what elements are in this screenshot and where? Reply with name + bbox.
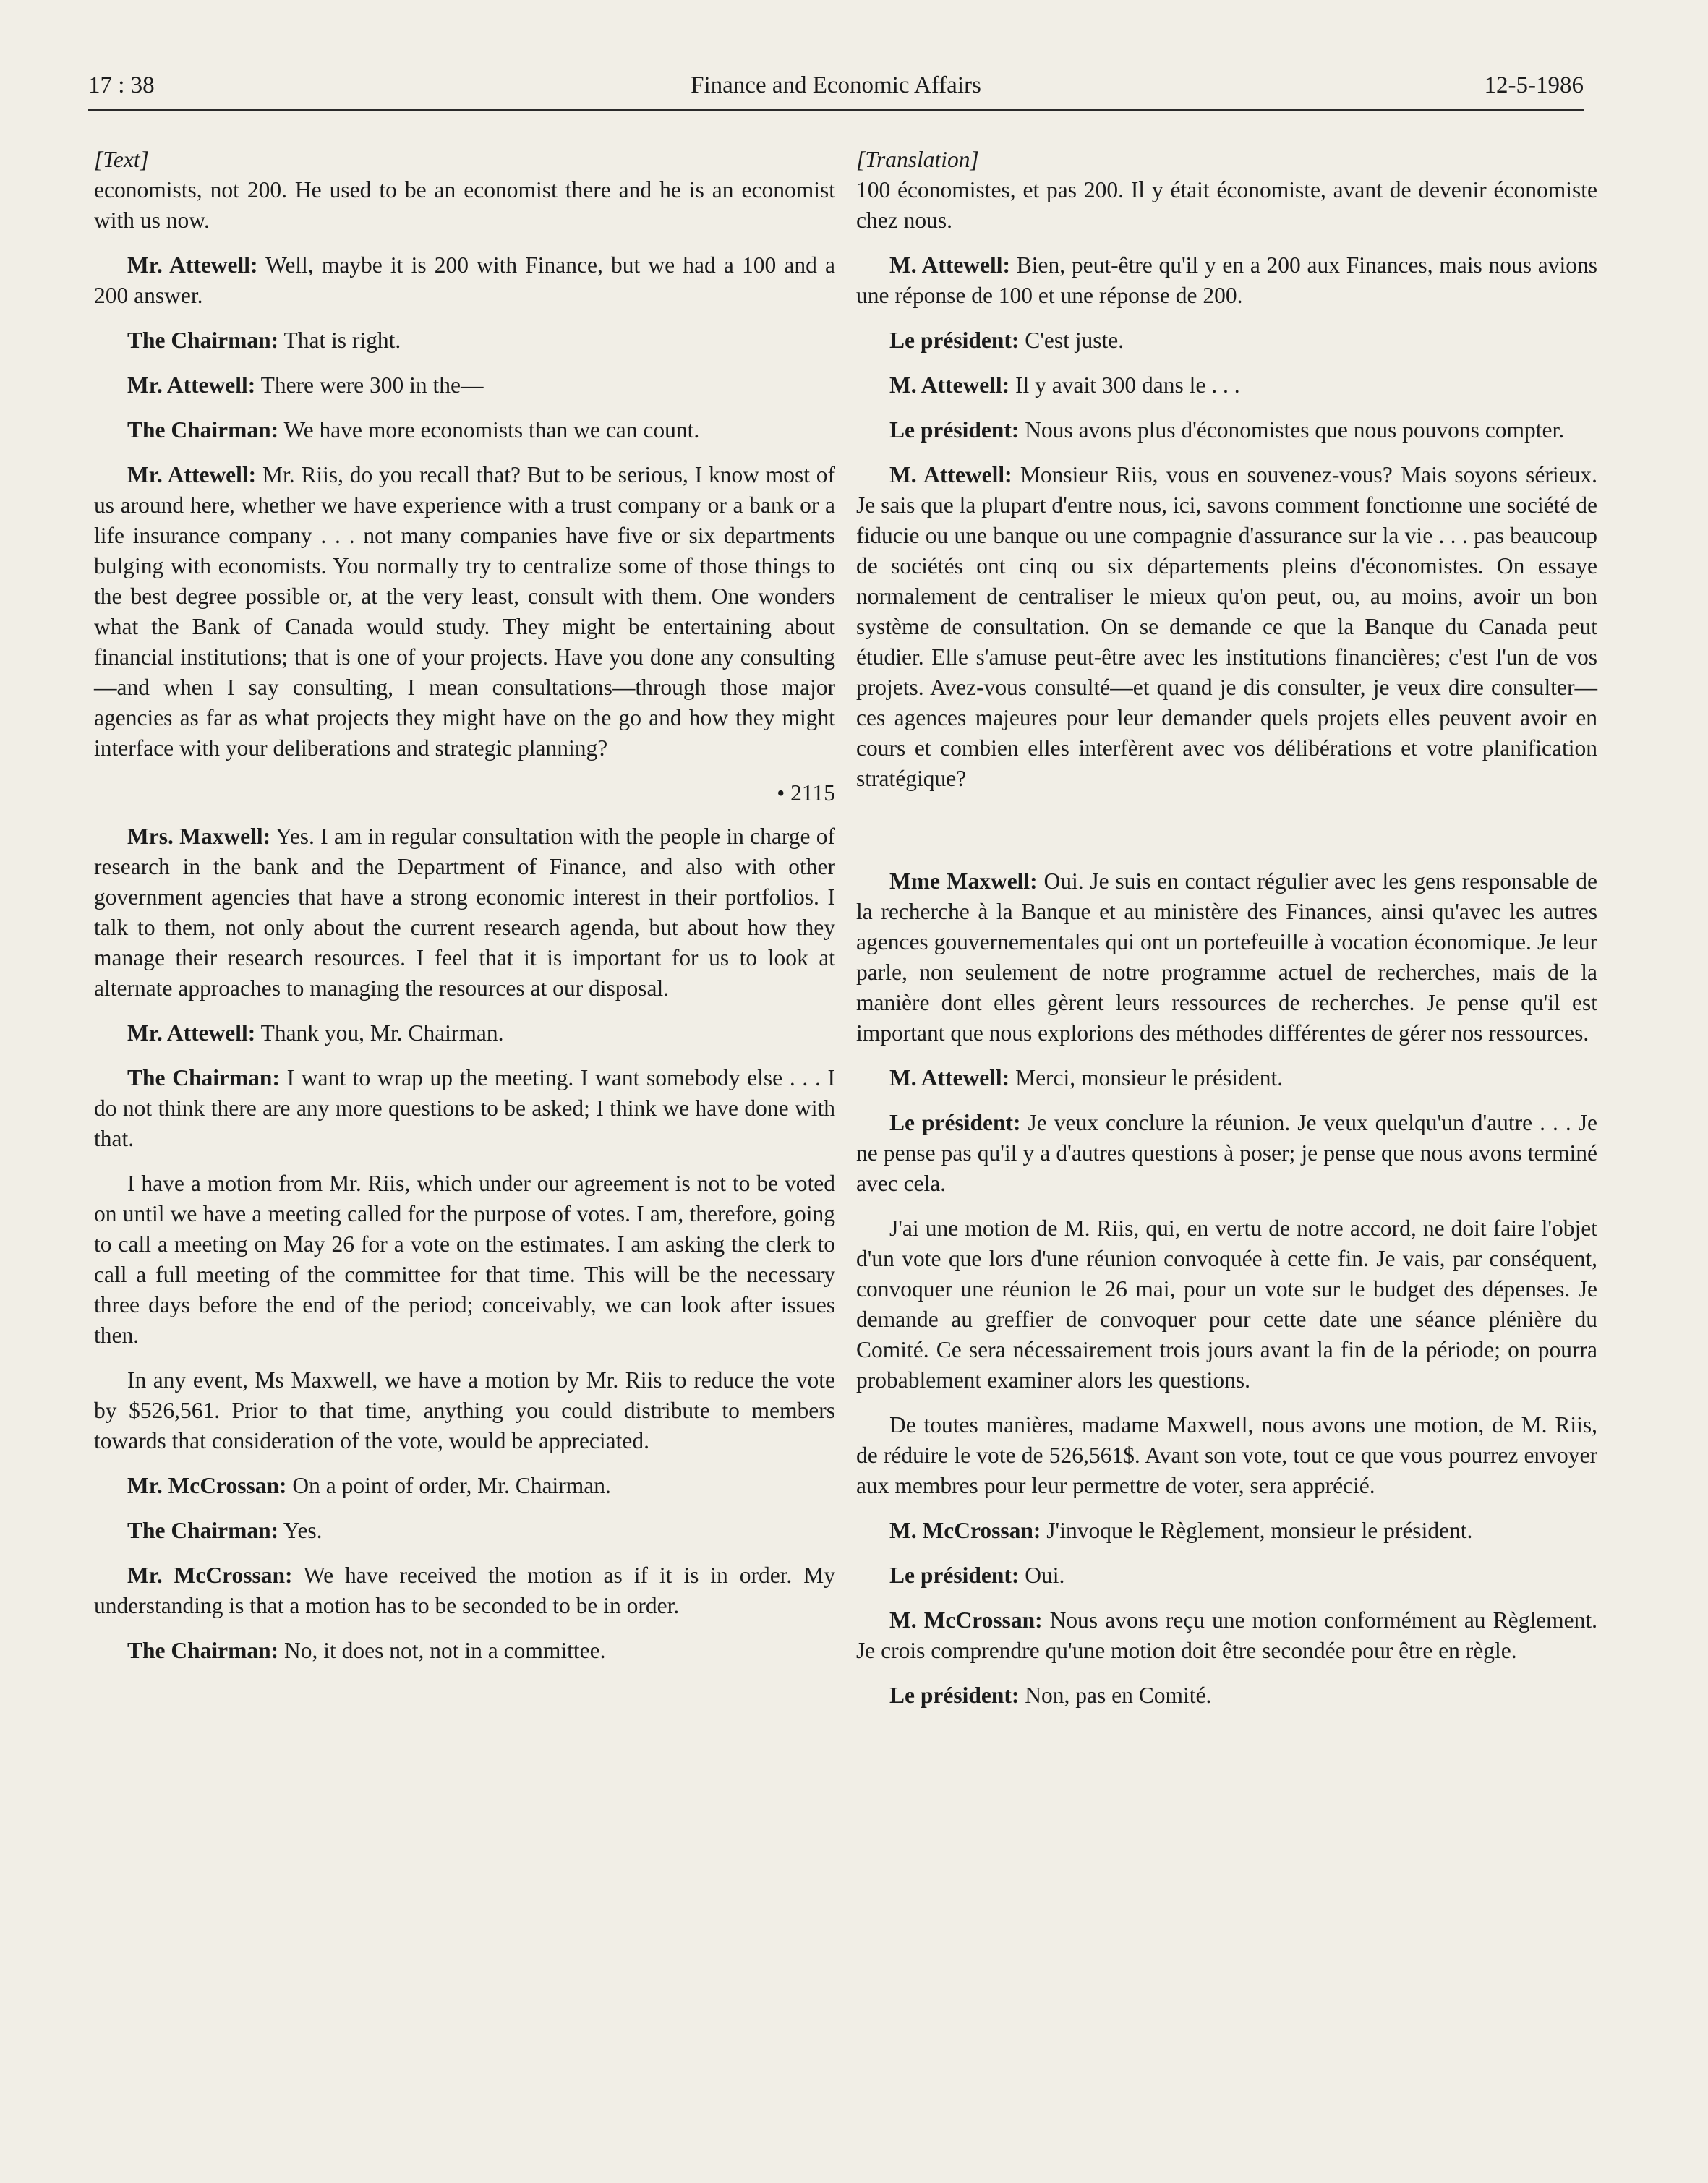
paragraph-text: Oui. xyxy=(1019,1563,1065,1588)
paragraph xyxy=(856,370,1597,401)
paragraph xyxy=(856,1410,1597,1501)
speaker-name: Le président: xyxy=(889,328,1020,353)
paragraph xyxy=(856,1605,1597,1666)
speaker-name: M. Attewell: xyxy=(889,372,1010,398)
paragraph-text: I want to wrap up the meeting. I want somebody else . . . I do not think there are any more questions to be asked; I think we have done with that. xyxy=(94,1065,835,1151)
publication-title: Finance and Economic Affairs xyxy=(691,72,981,98)
paragraph xyxy=(856,325,1597,356)
paragraph xyxy=(856,1063,1597,1093)
paragraph-text: We have received the motion as if it is in order. My understanding is that a motion has to be seconded to be in order. xyxy=(94,1563,835,1618)
paragraph xyxy=(94,325,835,356)
paragraph-text: No, it does not, not in a committee. xyxy=(278,1638,606,1663)
paragraph xyxy=(856,415,1597,445)
paragraph xyxy=(94,460,835,764)
paragraph-text: I have a motion from Mr. Riis, which under our agreement is not to be voted on until we have a meeting called for the purpose of votes. I am, therefore, going to call a meeting on May 26 for a vote on the estimates. I am asking the clerk to call a full meeting of the committee for that time. This will be the necessary three days before the end of the period; conceivably, we can look after issues then. xyxy=(94,1171,835,1348)
paragraph xyxy=(856,175,1597,236)
paragraph xyxy=(856,1680,1597,1711)
speaker-name: Le président: xyxy=(889,417,1020,443)
speaker-name: Mr. Attewell: xyxy=(127,462,257,487)
speaker-name: Mr. McCrossan: xyxy=(127,1563,293,1588)
time-marker: • 2115 xyxy=(777,780,835,806)
paragraph-text: Oui. Je suis en contact régulier avec les gens responsable de la recherche à la Banque et au ministère des Finances, ainsi qu'avec les autres agences gouvernementales qui ont un portefeuille à vocation économique. Je leur parle, non seulement de notre programme actuel de recherches, mais de la manière dont elles gèrent leurs ressources de recherches. Je pense qu'il est important que nous explorions des méthodes différentes de gérer nos ressources. xyxy=(856,868,1598,1046)
paragraph xyxy=(94,415,835,445)
page-number: 17 : 38 xyxy=(88,72,155,98)
paragraph xyxy=(856,866,1597,1048)
speaker-name: Mme Maxwell: xyxy=(889,868,1038,894)
paragraph xyxy=(94,1516,835,1546)
paragraph-text: We have more economists than we can count. xyxy=(278,417,700,443)
paragraph-text: Il y avait 300 dans le . . . xyxy=(1009,372,1240,398)
paragraph xyxy=(94,1560,835,1621)
paragraph-text: Yes. xyxy=(278,1518,323,1543)
paragraph xyxy=(94,250,835,311)
paragraph xyxy=(856,1560,1597,1591)
paragraph xyxy=(94,175,835,236)
column-label: [Text] xyxy=(94,147,149,172)
paragraph-text: There were 300 in the— xyxy=(255,372,484,398)
paragraph xyxy=(856,460,1597,794)
paragraph xyxy=(856,250,1597,311)
paragraph-text: Thank you, Mr. Chairman. xyxy=(255,1020,504,1046)
paragraph-text: J'ai une motion de M. Riis, qui, en vertu de notre accord, ne doit faire l'objet d'un vote que lors d'une réunion convoquée à cette fin. Je vais, par conséquent, convoquer une réunion le 26 mai, pour un vote sur le budget des dépenses. Je demande au greffier de convoquer pour cette date une séance plénière du Comité. Ce sera nécessairement trois jours avant la fin de la période; on pourra probablement examiner alors les questions. xyxy=(856,1216,1597,1393)
column-label: [Translation] xyxy=(856,147,979,172)
paragraph xyxy=(94,1365,835,1456)
speaker-name: Mr. Attewell: xyxy=(127,252,258,278)
paragraph-text: Nous avons plus d'économistes que nous pouvons compter. xyxy=(1019,417,1565,443)
speaker-name: M. Attewell: xyxy=(889,252,1011,278)
speaker-name: Mr. McCrossan: xyxy=(127,1473,287,1498)
speaker-name: Mr. Attewell: xyxy=(127,372,256,398)
speaker-name: M. Attewell: xyxy=(889,462,1012,487)
speaker-name: M. Attewell: xyxy=(889,1065,1010,1090)
paragraph-text: Je veux conclure la réunion. Je veux quelqu'un d'autre . . . Je ne pense pas qu'il y a d'autres questions à poser; je pense que nous avons terminé avec cela. xyxy=(856,1110,1597,1196)
speaker-name: The Chairman: xyxy=(127,1065,280,1090)
paragraph-text: Merci, monsieur le président. xyxy=(1009,1065,1284,1090)
speaker-name: Mrs. Maxwell: xyxy=(127,824,271,849)
paragraph-text: C'est juste. xyxy=(1019,328,1124,353)
paragraph-text: Mr. Riis, do you recall that? But to be serious, I know most of us around here, whether we have experience with a trust company or a bank or a life insurance company . . . not many companies have five or six departments bulging with economists. You normally try to centralize some of those things to the best degree possible or, at the very least, consult with them. One wonders what the Bank of Canada would study. They might be entertaining about financial institutions; that is one of your projects. Have you done any consulting—and when I say consulting, I mean consultations—through those major agencies as far as what projects they might have on the go and how they might interface with your deliberations and strategic planning? xyxy=(94,462,835,761)
paragraph-text: On a point of order, Mr. Chairman. xyxy=(286,1473,611,1498)
paragraph-text: economists, not 200. He used to be an economist there and he is an economist with us now. xyxy=(94,177,835,233)
page-header xyxy=(88,69,1584,106)
paragraph-text: Well, maybe it is 200 with Finance, but we had a 100 and a 200 answer. xyxy=(94,252,835,308)
speaker-name: Mr. Attewell: xyxy=(127,1020,256,1046)
speaker-name: The Chairman: xyxy=(127,1638,279,1663)
speaker-name: M. McCrossan: xyxy=(889,1518,1041,1543)
paragraph-text: Yes. I am in regular consultation with the people in charge of research in the bank and the Department of Finance, and also with other government agencies that have a strong economic interest in their portfolios. I talk to them, not only about the current research agenda, but about how they manage their research resources. I feel that it is important for us to look at alternate approaches to managing the resources at our disposal. xyxy=(94,824,835,1001)
paragraph-text: Bien, peut-être qu'il y en a 200 aux Finances, mais nous avions une réponse de 100 et une réponse de 200. xyxy=(856,252,1597,308)
paragraph xyxy=(94,1063,835,1154)
paragraph-text: De toutes manières, madame Maxwell, nous avons une motion, de M. Riis, de réduire le vote de 526,561$. Avant son vote, tout ce que vous pourrez envoyer aux membres pour leur permettre de voter, sera apprécié. xyxy=(856,1412,1597,1498)
speaker-name: M. McCrossan: xyxy=(889,1607,1043,1633)
paragraph xyxy=(94,821,835,1004)
paragraph xyxy=(856,1108,1597,1199)
paragraph-text: That is right. xyxy=(278,328,401,353)
paragraph-text: Nous avons reçu une motion conformément au Règlement. Je crois comprendre qu'une motion doit être secondée pour être en règle. xyxy=(856,1607,1597,1663)
french-column xyxy=(856,145,1597,1725)
paragraph xyxy=(94,1018,835,1048)
paragraph xyxy=(94,1169,835,1351)
paragraph xyxy=(856,1213,1597,1396)
paragraph xyxy=(94,1471,835,1501)
speaker-name: The Chairman: xyxy=(127,417,279,443)
speaker-name: The Chairman: xyxy=(127,328,279,353)
paragraph xyxy=(94,1636,835,1666)
paragraph-text: 100 économistes, et pas 200. Il y était économiste, avant de devenir économiste chez nous. xyxy=(856,177,1597,233)
speaker-name: Le président: xyxy=(889,1563,1020,1588)
paragraph xyxy=(94,370,835,401)
speaker-name: Le président: xyxy=(889,1110,1021,1135)
paragraph-text: Monsieur Riis, vous en souvenez-vous? Mais soyons sérieux. Je sais que la plupart d'entre nous, ici, savons comment fonctionne une société de fiducie ou une banque ou une compagnie d'assurance sur la vie . . . pas beaucoup de sociétés ont cinq ou six départements pleins d'économistes. On essaye normalement de centraliser le mieux qu'on peut, ou, au moins, avoir un bon système de consultation. On se demande ce que la Banque du Canada peut étudier. Elle s'amuse peut-être avec les institutions financières; c'est l'un de vos projets. Avez-vous consulté—et quand je dis consulter, je veux dire consulter—ces agences majeures pour leur demander quels projets elles peuvent avoir en cours et combien elles interfèrent avec vos délibérations et votre planification stratégique? xyxy=(856,462,1597,791)
paragraph xyxy=(856,1516,1597,1546)
paragraph-text: Non, pas en Comité. xyxy=(1019,1683,1212,1708)
paragraph-text: In any event, Ms Maxwell, we have a motion by Mr. Riis to reduce the vote by $526,561. Prior to that time, anything you could distribute to members towards that consideration of the vote, would be appreciated. xyxy=(94,1367,835,1453)
header-rule xyxy=(88,109,1584,111)
english-column xyxy=(94,145,835,1680)
paragraph-text: J'invoque le Règlement, monsieur le président. xyxy=(1041,1518,1473,1543)
header-date: 12-5-1986 xyxy=(1484,72,1584,98)
speaker-name: Le président: xyxy=(889,1683,1020,1708)
speaker-name: The Chairman: xyxy=(127,1518,279,1543)
